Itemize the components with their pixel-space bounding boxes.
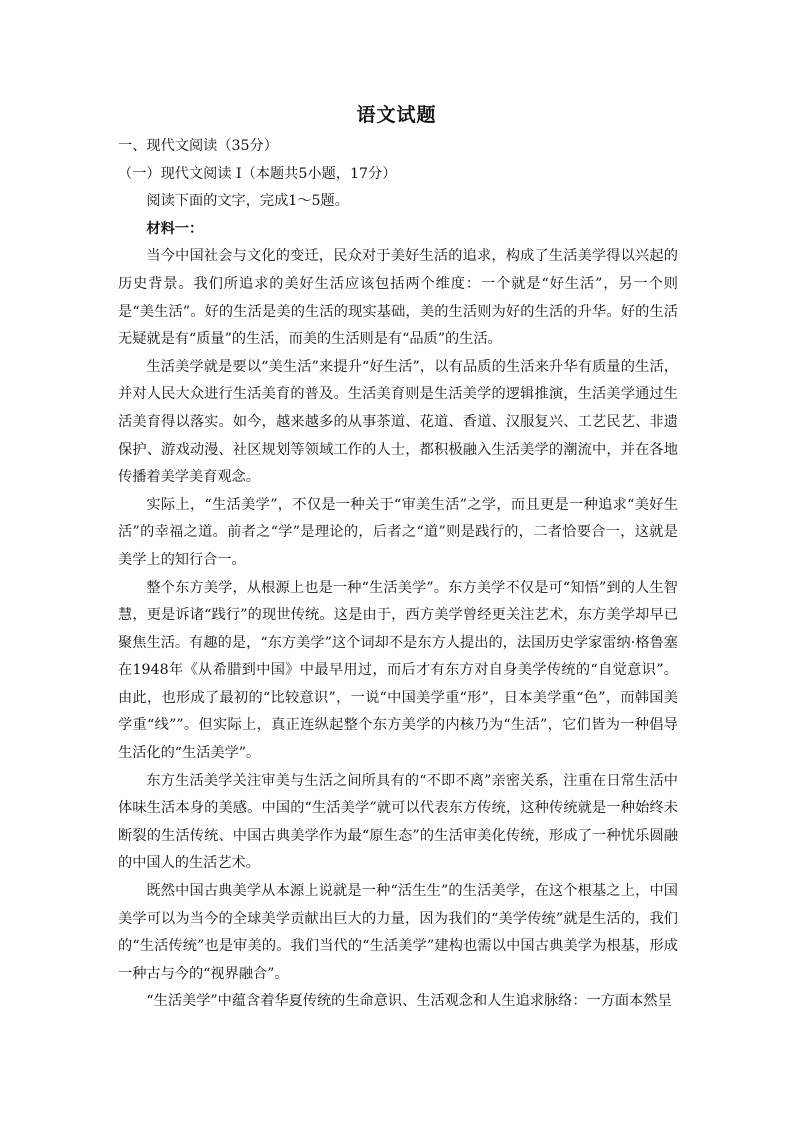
subsection-heading: （一）现代文阅读 I（本题共5小题，17分） bbox=[118, 165, 397, 182]
material-label: 材料一： bbox=[146, 220, 204, 237]
paragraph: “生活美学”中蕴含着华夏传统的生命意识、生活观念和人生追求脉络：一方面本然呈 bbox=[146, 993, 672, 1010]
paragraph: 生活美学就是要以“美生活”来提升“好生活”，以有品质的生活来升华有质量的生活，并对人民大众进行生活美育的普及。生活美育则是生活美学的逻辑推演，生活美学通过生活美育得以落实。如今，越来越多的从事茶道、花道、香道、汉服复兴、工艺民艺、非遗保护、游戏动漫、社区规划等领域工作的人士，都积极融入生活美学的潮流中，并在各地传播着美学美育观念。 bbox=[118, 358, 678, 486]
page-title: 语文试题 bbox=[356, 104, 437, 126]
section-heading: 一、现代文阅读（35分） bbox=[118, 138, 278, 154]
paragraph: 东方生活美学关注审美与生活之间所具有的“不即不离”亲密关系，注重在日常生活中体味生活本身的美感。中国的“生活美学”就可以代表东方传统，这种传统就是一种始终未断裂的生活传统、中国古典美学作为最“原生态”的生活审美化传统，形成了一种忧乐圆融的中国人的生活艺术。 bbox=[118, 772, 678, 872]
paragraph: 当今中国社会与文化的变迁，民众对于美好生活的追求，构成了生活美学得以兴起的历史背景。我们所追求的美好生活应该包括两个维度：一个就是“好生活”，另一个则是“美生活”。好的生活是美的生活的现实基础，美的生活则为好的生活的升华。好的生活无疑就是有“质量”的生活，而美的生活则是有“品质”的生活。 bbox=[118, 248, 678, 348]
instruction-text: 阅读下面的文字，完成1～5题。 bbox=[146, 193, 349, 210]
paragraph: 整个东方美学，从根源上也是一种“生活美学”。东方美学不仅是可“知悟”到的人生智慧，更是诉诸“践行”的现世传统。这是由于，西方美学曾经更关注艺术，东方美学却早已聚焦生活。有趣的是，“东方美学”这个词却不是东方人提出的，法国历史学家雷纳·格鲁塞在1948年《从希腊到中国》中最早用过，而后才有东方对自身美学传统的“自觉意识”。由此，也形成了最初的“比较意识”，一说“中国美学重“形”，日本美学重“色”，而韩国美学重“线””。但实际上，真正连纵起整个东方美学的内核乃为“生活”，它们皆为一种倡导生活化的“生活美学”。 bbox=[118, 579, 678, 762]
document-body bbox=[118, 133, 678, 1016]
paragraph: 既然中国古典美学从本源上说就是一种“活生生”的生活美学，在这个根基之上，中国美学可以为当今的全球美学贡献出巨大的力量，因为我们的“美学传统”就是生活的，我们的“生活传统”也是审美的。我们当代的“生活美学”建构也需以中国古典美学为根基，形成一种古与今的“视界融合”。 bbox=[118, 883, 678, 982]
paragraph: 实际上，“生活美学”，不仅是一种关于“审美生活”之学，而且更是一种追求“美好生活”的幸福之道。前者之“学”是理论的，后者之“道”则是践行的，二者恰要合一，这就是美学上的知行合一。 bbox=[118, 496, 678, 568]
